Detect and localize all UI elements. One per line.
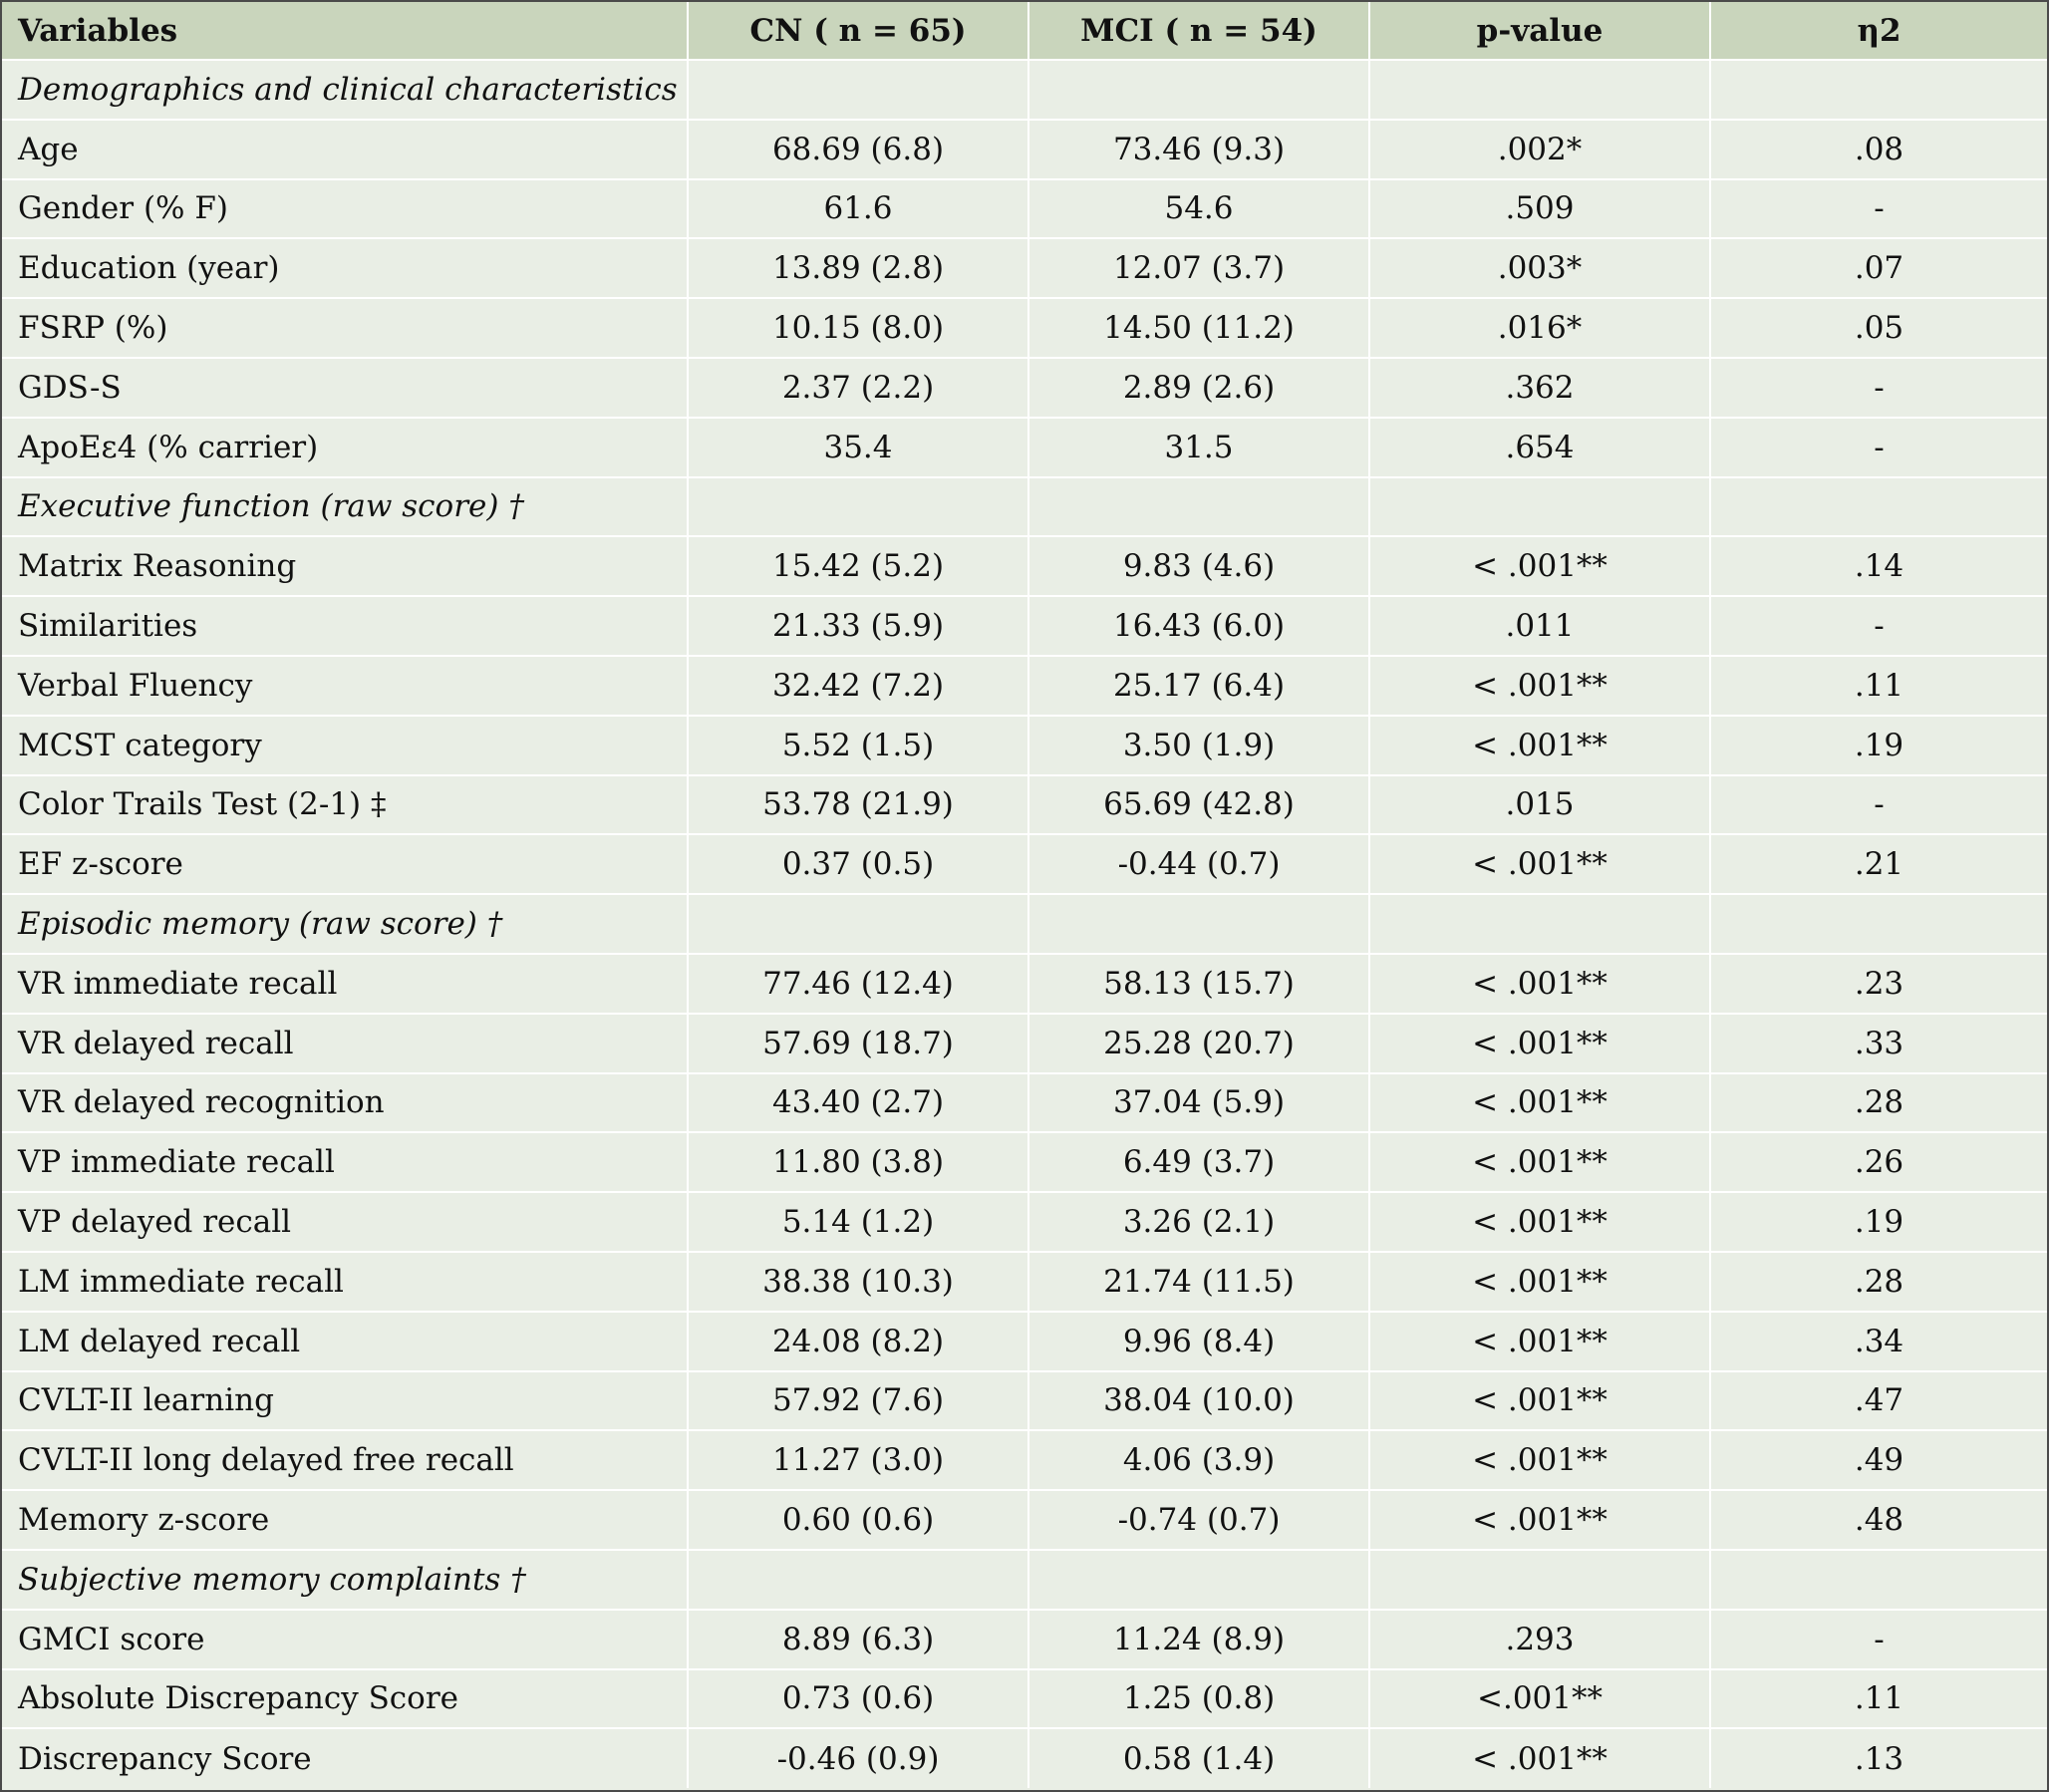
- p-value-cell: .293: [1369, 1610, 1710, 1669]
- p-value-cell: < .001**: [1369, 1014, 1710, 1073]
- p-value-cell: < .001**: [1369, 1073, 1710, 1133]
- p-value-cell: <.001**: [1369, 1669, 1710, 1729]
- cn-cell: 11.27 (3.0): [688, 1430, 1028, 1490]
- cn-cell: 38.38 (10.3): [688, 1252, 1028, 1312]
- mci-cell: 3.50 (1.9): [1028, 716, 1369, 775]
- cn-cell: 10.15 (8.0): [688, 298, 1028, 358]
- variable-cell: ApoEε4 (% carrier): [2, 418, 688, 477]
- table-row: [2, 536, 2047, 596]
- mci-cell: 9.96 (8.4): [1028, 1312, 1369, 1371]
- section-header-row: [2, 477, 2047, 537]
- eta-cell: .28: [1710, 1252, 2047, 1312]
- section-blank-cell: [1028, 1550, 1369, 1610]
- p-value-cell: < .001**: [1369, 1371, 1710, 1431]
- mci-cell: -0.74 (0.7): [1028, 1490, 1369, 1550]
- table-row: [2, 1371, 2047, 1431]
- table-body: [2, 60, 2047, 1788]
- p-value-cell: .011: [1369, 596, 1710, 656]
- mci-cell: 0.58 (1.4): [1028, 1728, 1369, 1788]
- section-title: Executive function (raw score) †: [2, 477, 688, 537]
- table-row: [2, 1430, 2047, 1490]
- section-title: Demographics and clinical characteristics: [2, 60, 688, 120]
- p-value-cell: < .001**: [1369, 1728, 1710, 1788]
- section-title: Episodic memory (raw score) †: [2, 894, 688, 954]
- header-p-value: p-value: [1369, 2, 1710, 60]
- mci-cell: 16.43 (6.0): [1028, 596, 1369, 656]
- table-row: [2, 775, 2047, 835]
- variable-cell: Gender (% F): [2, 179, 688, 239]
- variable-cell: Discrepancy Score: [2, 1728, 688, 1788]
- eta-cell: .14: [1710, 536, 2047, 596]
- header-cn: CN ( n = 65): [688, 2, 1028, 60]
- eta-cell: .34: [1710, 1312, 2047, 1371]
- section-blank-cell: [1710, 60, 2047, 120]
- variable-cell: CVLT-II learning: [2, 1371, 688, 1431]
- mci-cell: 4.06 (3.9): [1028, 1430, 1369, 1490]
- variable-cell: Color Trails Test (2-1) ‡: [2, 775, 688, 835]
- cn-cell: 5.14 (1.2): [688, 1192, 1028, 1252]
- eta-cell: .13: [1710, 1728, 2047, 1788]
- cn-cell: 32.42 (7.2): [688, 656, 1028, 716]
- cn-cell: 0.60 (0.6): [688, 1490, 1028, 1550]
- cn-cell: 0.37 (0.5): [688, 834, 1028, 894]
- table-row: [2, 358, 2047, 418]
- variable-cell: FSRP (%): [2, 298, 688, 358]
- p-value-cell: < .001**: [1369, 954, 1710, 1014]
- p-value-cell: .654: [1369, 418, 1710, 477]
- variable-cell: GMCI score: [2, 1610, 688, 1669]
- section-blank-cell: [1710, 1550, 2047, 1610]
- mci-cell: 2.89 (2.6): [1028, 358, 1369, 418]
- cn-cell: 0.73 (0.6): [688, 1669, 1028, 1729]
- mci-cell: -0.44 (0.7): [1028, 834, 1369, 894]
- variable-cell: Age: [2, 120, 688, 179]
- eta-cell: .05: [1710, 298, 2047, 358]
- table-row: [2, 1252, 2047, 1312]
- p-value-cell: < .001**: [1369, 1490, 1710, 1550]
- mci-cell: 54.6: [1028, 179, 1369, 239]
- table-row: [2, 596, 2047, 656]
- p-value-cell: < .001**: [1369, 536, 1710, 596]
- section-blank-cell: [688, 477, 1028, 537]
- eta-cell: .21: [1710, 834, 2047, 894]
- cn-cell: 2.37 (2.2): [688, 358, 1028, 418]
- section-blank-cell: [1028, 60, 1369, 120]
- table-row: [2, 1490, 2047, 1550]
- table-row: [2, 1312, 2047, 1371]
- mci-cell: 6.49 (3.7): [1028, 1132, 1369, 1192]
- p-value-cell: .016*: [1369, 298, 1710, 358]
- variable-cell: VP immediate recall: [2, 1132, 688, 1192]
- section-blank-cell: [688, 894, 1028, 954]
- header-row: [2, 2, 2047, 60]
- section-blank-cell: [1369, 477, 1710, 537]
- p-value-cell: .002*: [1369, 120, 1710, 179]
- variable-cell: VP delayed recall: [2, 1192, 688, 1252]
- table-row: [2, 1728, 2047, 1788]
- results-table: [2, 2, 2047, 1788]
- cn-cell: 77.46 (12.4): [688, 954, 1028, 1014]
- mci-cell: 25.28 (20.7): [1028, 1014, 1369, 1073]
- eta-cell: -: [1710, 179, 2047, 239]
- variable-cell: LM delayed recall: [2, 1312, 688, 1371]
- p-value-cell: < .001**: [1369, 1132, 1710, 1192]
- eta-cell: .33: [1710, 1014, 2047, 1073]
- p-value-cell: < .001**: [1369, 834, 1710, 894]
- variable-cell: MCST category: [2, 716, 688, 775]
- cn-cell: 61.6: [688, 179, 1028, 239]
- mci-cell: 73.46 (9.3): [1028, 120, 1369, 179]
- variable-cell: Similarities: [2, 596, 688, 656]
- p-value-cell: .362: [1369, 358, 1710, 418]
- eta-cell: .28: [1710, 1073, 2047, 1133]
- cn-cell: 21.33 (5.9): [688, 596, 1028, 656]
- eta-cell: .47: [1710, 1371, 2047, 1431]
- table-row: [2, 179, 2047, 239]
- variable-cell: Verbal Fluency: [2, 656, 688, 716]
- p-value-cell: < .001**: [1369, 1252, 1710, 1312]
- table-row: [2, 656, 2047, 716]
- variable-cell: EF z-score: [2, 834, 688, 894]
- mci-cell: 58.13 (15.7): [1028, 954, 1369, 1014]
- mci-cell: 37.04 (5.9): [1028, 1073, 1369, 1133]
- table-row: [2, 1132, 2047, 1192]
- table-header: [2, 2, 2047, 60]
- section-blank-cell: [1369, 60, 1710, 120]
- cn-cell: 15.42 (5.2): [688, 536, 1028, 596]
- table-row: [2, 418, 2047, 477]
- cn-cell: 57.92 (7.6): [688, 1371, 1028, 1431]
- section-title: Subjective memory complaints †: [2, 1550, 688, 1610]
- variable-cell: Absolute Discrepancy Score: [2, 1669, 688, 1729]
- cn-cell: 5.52 (1.5): [688, 716, 1028, 775]
- section-blank-cell: [1028, 894, 1369, 954]
- eta-cell: -: [1710, 1610, 2047, 1669]
- section-blank-cell: [1369, 1550, 1710, 1610]
- cn-cell: 57.69 (18.7): [688, 1014, 1028, 1073]
- mci-cell: 14.50 (11.2): [1028, 298, 1369, 358]
- mci-cell: 25.17 (6.4): [1028, 656, 1369, 716]
- eta-cell: .11: [1710, 1669, 2047, 1729]
- eta-cell: .07: [1710, 238, 2047, 298]
- mci-cell: 31.5: [1028, 418, 1369, 477]
- variable-cell: CVLT-II long delayed free recall: [2, 1430, 688, 1490]
- variable-cell: VR delayed recall: [2, 1014, 688, 1073]
- p-value-cell: < .001**: [1369, 1430, 1710, 1490]
- cn-cell: 43.40 (2.7): [688, 1073, 1028, 1133]
- table-row: [2, 120, 2047, 179]
- cn-cell: 13.89 (2.8): [688, 238, 1028, 298]
- mci-cell: 38.04 (10.0): [1028, 1371, 1369, 1431]
- variable-cell: LM immediate recall: [2, 1252, 688, 1312]
- variable-cell: Memory z-score: [2, 1490, 688, 1550]
- section-header-row: [2, 1550, 2047, 1610]
- section-blank-cell: [688, 60, 1028, 120]
- section-header-row: [2, 894, 2047, 954]
- eta-cell: -: [1710, 775, 2047, 835]
- p-value-cell: < .001**: [1369, 1312, 1710, 1371]
- table-row: [2, 1669, 2047, 1729]
- eta-cell: .19: [1710, 1192, 2047, 1252]
- eta-cell: -: [1710, 596, 2047, 656]
- variable-cell: GDS-S: [2, 358, 688, 418]
- mci-cell: 1.25 (0.8): [1028, 1669, 1369, 1729]
- table-row: [2, 716, 2047, 775]
- section-blank-cell: [1369, 894, 1710, 954]
- table-row: [2, 1610, 2047, 1669]
- eta-cell: .23: [1710, 954, 2047, 1014]
- cn-cell: -0.46 (0.9): [688, 1728, 1028, 1788]
- section-header-row: [2, 60, 2047, 120]
- cn-cell: 35.4: [688, 418, 1028, 477]
- table-row: [2, 1073, 2047, 1133]
- mci-cell: 12.07 (3.7): [1028, 238, 1369, 298]
- header-eta-squared: η2: [1710, 2, 2047, 60]
- table-row: [2, 954, 2047, 1014]
- variable-cell: Education (year): [2, 238, 688, 298]
- mci-cell: 11.24 (8.9): [1028, 1610, 1369, 1669]
- eta-cell: .11: [1710, 656, 2047, 716]
- eta-cell: .26: [1710, 1132, 2047, 1192]
- eta-cell: .48: [1710, 1490, 2047, 1550]
- table-row: [2, 834, 2047, 894]
- p-value-cell: < .001**: [1369, 716, 1710, 775]
- table-row: [2, 1014, 2047, 1073]
- variable-cell: VR delayed recognition: [2, 1073, 688, 1133]
- p-value-cell: < .001**: [1369, 656, 1710, 716]
- header-mci: MCI ( n = 54): [1028, 2, 1369, 60]
- eta-cell: .19: [1710, 716, 2047, 775]
- p-value-cell: .015: [1369, 775, 1710, 835]
- variable-cell: VR immediate recall: [2, 954, 688, 1014]
- p-value-cell: .509: [1369, 179, 1710, 239]
- eta-cell: .08: [1710, 120, 2047, 179]
- eta-cell: -: [1710, 418, 2047, 477]
- mci-cell: 3.26 (2.1): [1028, 1192, 1369, 1252]
- section-blank-cell: [688, 1550, 1028, 1610]
- table-row: [2, 238, 2047, 298]
- table-row: [2, 1192, 2047, 1252]
- cn-cell: 53.78 (21.9): [688, 775, 1028, 835]
- section-blank-cell: [1710, 477, 2047, 537]
- mci-cell: 21.74 (11.5): [1028, 1252, 1369, 1312]
- mci-cell: 65.69 (42.8): [1028, 775, 1369, 835]
- eta-cell: -: [1710, 358, 2047, 418]
- p-value-cell: < .001**: [1369, 1192, 1710, 1252]
- p-value-cell: .003*: [1369, 238, 1710, 298]
- mci-cell: 9.83 (4.6): [1028, 536, 1369, 596]
- eta-cell: .49: [1710, 1430, 2047, 1490]
- cn-cell: 68.69 (6.8): [688, 120, 1028, 179]
- section-blank-cell: [1028, 477, 1369, 537]
- variable-cell: Matrix Reasoning: [2, 536, 688, 596]
- cn-cell: 24.08 (8.2): [688, 1312, 1028, 1371]
- table-row: [2, 298, 2047, 358]
- cn-cell: 11.80 (3.8): [688, 1132, 1028, 1192]
- header-variables: Variables: [2, 2, 688, 60]
- section-blank-cell: [1710, 894, 2047, 954]
- cn-cell: 8.89 (6.3): [688, 1610, 1028, 1669]
